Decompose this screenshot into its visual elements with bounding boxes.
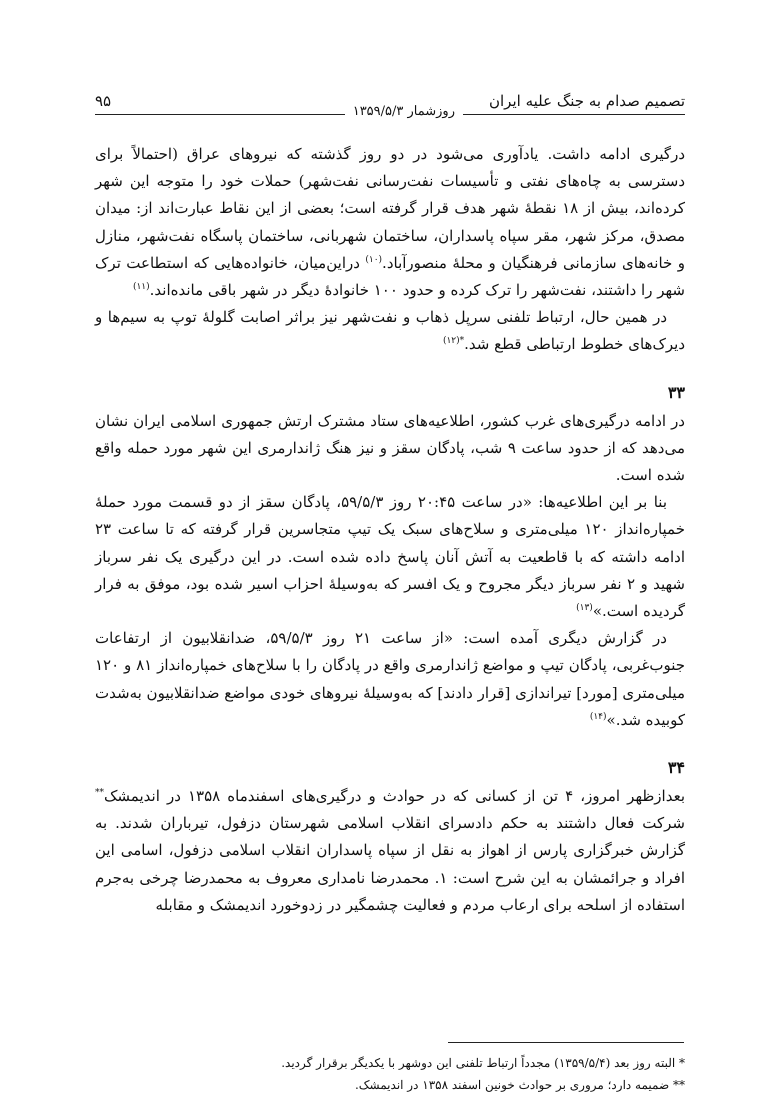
diary-date: روزشمار ۱۳۵۹/۵/۳ xyxy=(345,104,463,119)
endnote-ref: (۱۴) xyxy=(589,711,607,722)
footnote: * البته روز بعد (۱۳۵۹/۵/۴) مجدداً ارتباط تلفنی این دوشهر با یکدیگر برقرار گردید. xyxy=(281,1056,685,1070)
endnote-ref: (۱۰) xyxy=(365,254,383,265)
paragraph: در ادامه درگیری‌های غرب کشور، اطلاعیه‌های ستاد مشترک ارتش جمهوری اسلامی ایران نشان می‌دهد که از حدود ساعت ۹ شب، پادگان سقز و نیز هنگ ژاندارمری این شهر مورد حمله واقع شده است. xyxy=(95,411,685,485)
section-number-33: ۳۳ xyxy=(667,382,685,402)
endnote-ref: (۱۱) xyxy=(132,282,150,293)
footnote-rule xyxy=(448,1042,684,1043)
running-header xyxy=(95,90,685,126)
paragraph: بعدازظهر امروز، ۴ تن از کسانی که در حوادث و درگیری‌های اسفندماه ۱۳۵۸ در اندیمشک** شرکت فعال داشتند به حکم دادسرای انقلاب اسلامی شهرستان دزفول، تیرباران شدند. به گزارش خبرگزاری پارس از اهواز به نقل از سپاه پاسداران انقلاب اسلامی دزفول، اسامی این افراد و جرائمشان به این شرح است: ۱. محمدرضا نامداری معروف به محمدرضا چرخی به‌جرم استفاده از اسلحه برای ارعاب مردم و فعالیت چشمگیر در زدوخورد اندیمشک و مقابله xyxy=(95,787,685,914)
section-number-34: ۳۴ xyxy=(667,758,685,778)
footnote: ** ضمیمه دارد؛ مروری بر حوادث خونین اسفند ۱۳۵۸ در اندیمشک. xyxy=(354,1078,685,1092)
paragraph: در همین حال، ارتباط تلفنی سرپل ذهاب و نفت‌شهر نیز براثر اصابت گلولهٔ توپ به سیم‌ها و دیرک‌های خطوط ارتباطی قطع شد.$^{*(۱۲)}$ xyxy=(95,308,685,354)
page-number: ۹۵ xyxy=(95,92,112,110)
body-text xyxy=(95,141,685,919)
footnotes xyxy=(95,1052,685,1096)
paragraph: درگیری ادامه داشت. یادآوری می‌شود در دو روز گذشته که نیروهای عراق (احتمالاً برای دسترسی به چاه‌های نفتی و تأسیسات نفت‌رسانی نفت‌شهر) حملات خود را متوجه این شهر کرده‌اند، بیش از ۱۸ نقطهٔ شهر هدف قرار گرفته است؛ بعضی از این نقاط عبارت‌اند از: میدان مصدق، مرکز شهر، مقر سپاه پاسداران، ساختمان شهربانی، ساختمان پاسگاه نفت‌شهر، منازل و خانه‌های سازمانی فرهنگیان و محلهٔ منصورآباد.$^{(۱۰)}$ دراین‌میان، خانواده‌هایی که استطاعت ترک شهر را داشتند، نفت‌شهر را ترک کرده و حدود ۱۰۰ خانوادهٔ دیگر در شهر باقی مانده‌اند.$^{(۱۱)}$ xyxy=(95,145,685,300)
book-title: تصمیم صدام به جنگ علیه ایران xyxy=(489,92,685,110)
paragraph: در گزارش دیگری آمده است: «از ساعت ۲۱ روز ۵۹/۵/۳، ضدانقلابیون از ارتفاعات جنوب‌غربی، پادگان تیپ و مواضع ژاندارمری واقع در پادگان را با سلاح‌های خمپاره‌انداز ۸۱ و ۱۲۰ میلی‌متری [مورد] تیراندازی [قرار دادند] که به‌وسیلهٔ نیروهای خودی مواضع ضدانقلابیون به‌شدت کوبیده شد.»$^{(۱۴)}$ xyxy=(95,629,686,729)
paragraph: بنا بر این اطلاعیه‌ها: «در ساعت ۲۰:۴۵ روز ۵۹/۵/۳، پادگان سقز از دو قسمت مورد حملهٔ خمپاره‌انداز ۱۲۰ میلی‌متری و سلاح‌های سبک یک تیپ متجاسرین قرار گرفته که تا ساعت ۲۳ ادامه داشته که با قاطعیت به آتش آنان پاسخ داده شده است. در این درگیری یک نفر سرباز شهید و ۲ نفر سرباز دیگر مجروح و یک افسر که به‌وسیلهٔ احزاب اسیر شده بود، موفق به فرار گردیده است.»$^{(۱۳)}$ xyxy=(95,493,685,621)
endnote-ref: (۱۳) xyxy=(576,603,593,614)
endnote-ref: *(۱۲) xyxy=(442,336,465,347)
footnote-ref: ** xyxy=(95,788,104,799)
